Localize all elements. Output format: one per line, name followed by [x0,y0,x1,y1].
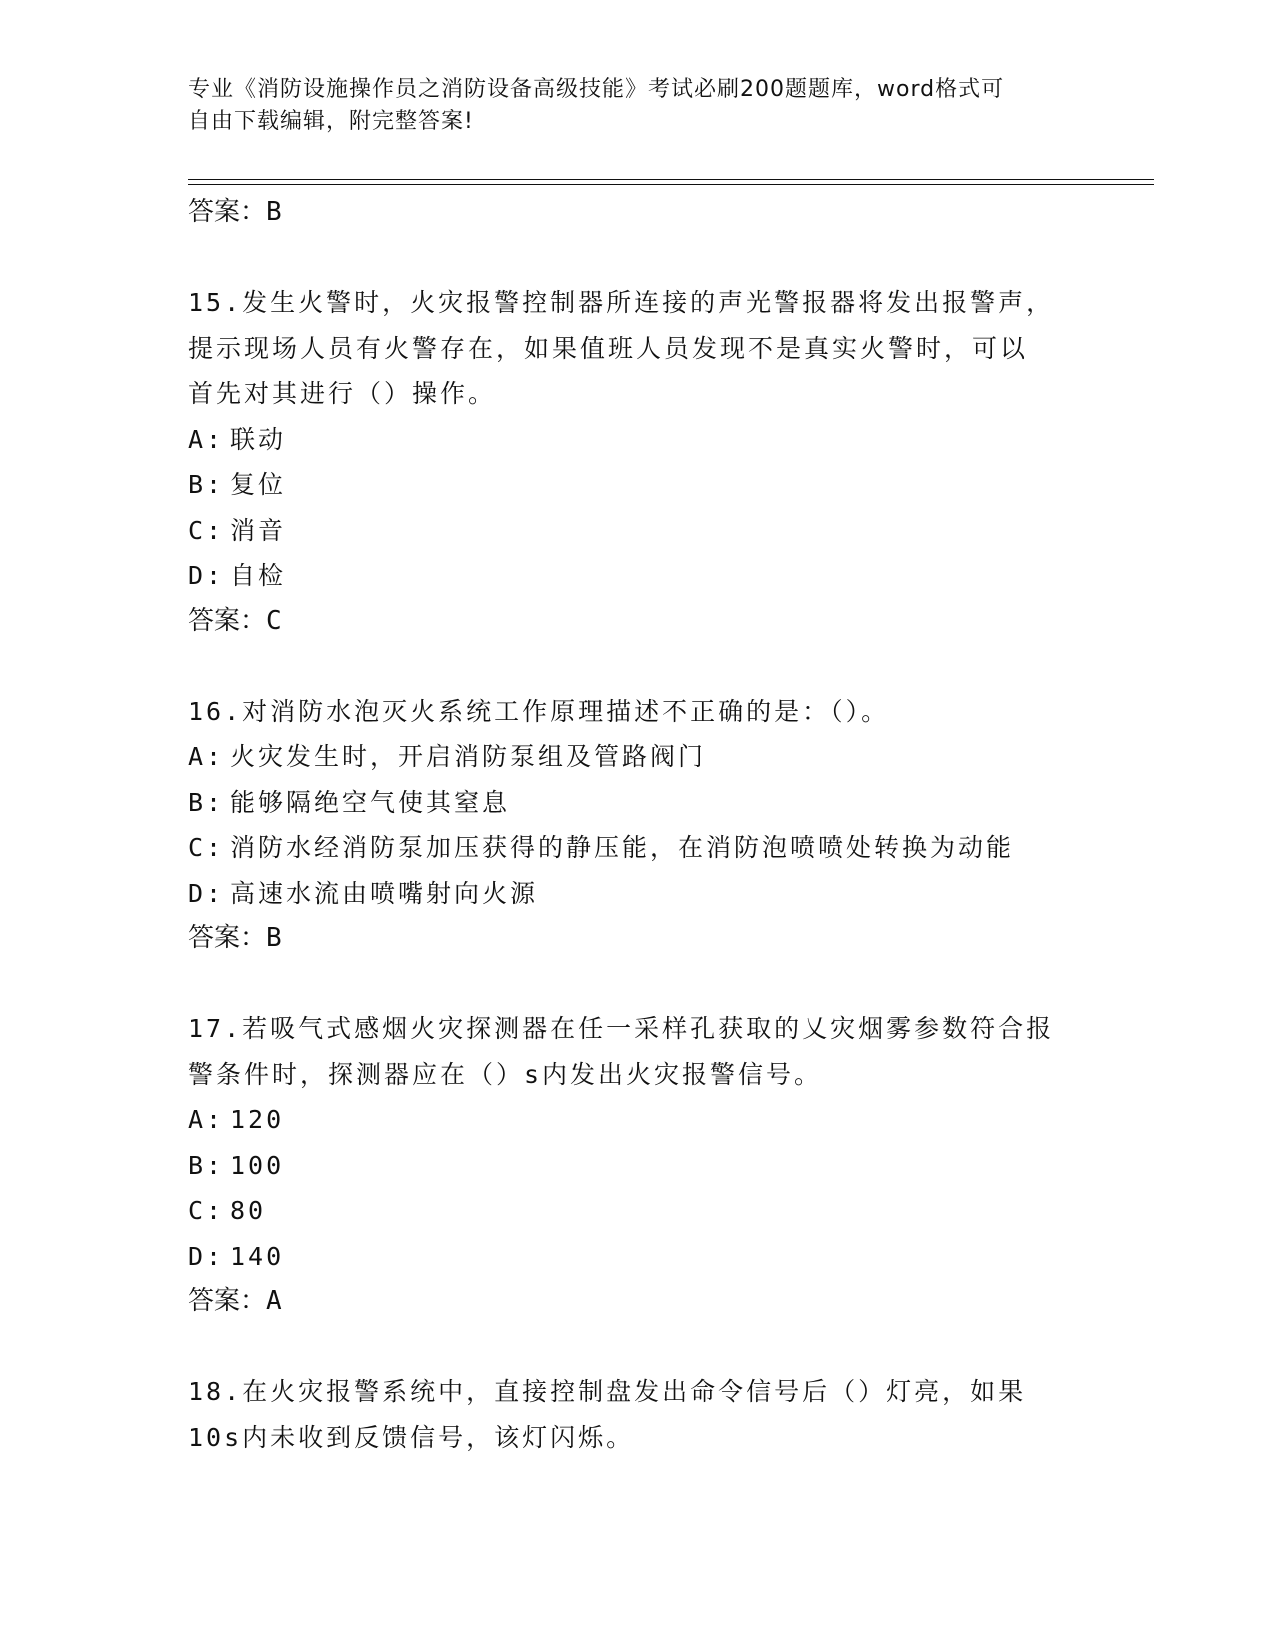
option-b [188,1143,1088,1189]
question-text-line: 首先对其进行（）操作。 [188,379,497,408]
header-line-1: 专业《消防设施操作员之消防设备高级技能》考试必刷200题题库，word格式可 [188,77,1005,102]
answer-label: 答案： [188,1286,267,1316]
question-text-line: 16.对消防水泡灭火系统工作原理描述不正确的是：（）。 [188,696,890,726]
option-key: A: [188,742,225,771]
option-key: B: [188,787,225,817]
header-line-2: 自由下载编辑，附完整答案! [188,109,474,134]
question-17 [188,1006,1088,1323]
answer-line [188,1279,1088,1323]
question-text-line: 15.发生火警时，火灾报警控制器所连接的声光警报器将发出报警声， [188,288,1055,317]
option-d [188,553,1088,599]
option-text: 自检 [230,561,287,590]
question-16 [188,689,1088,961]
document-body [188,190,1088,1460]
option-key: C: [188,515,225,545]
question-18 [188,1369,1088,1460]
option-text: 火灾发生时，开启消防泵组及管路阀门 [230,742,707,771]
header-divider-bottom [188,184,1154,185]
answer-label: 答案： [188,923,267,953]
option-c [188,508,1088,554]
option-key: D: [188,1241,225,1271]
answer-value: B [266,197,282,227]
question-text-line: 18.在火灾报警系统中，直接控制盘发出命令信号后（）灯亮，如果 [188,1377,1027,1406]
option-key: B: [188,1150,225,1180]
option-text: 消音 [230,515,287,545]
answer-line [188,190,1088,234]
answer-line [188,916,1088,960]
option-b [188,780,1088,826]
option-text: 80 [230,1196,267,1225]
option-d [188,871,1088,917]
document-header [188,74,1088,138]
option-text: 联动 [230,424,287,454]
question-text-line: 警条件时，探测器应在（）s内发出火灾报警信号。 [188,1059,823,1089]
question-text-line: 10s内未收到反馈信号，该灯闪烁。 [188,1422,635,1452]
option-c [188,825,1088,871]
answer-value: C [266,605,282,636]
option-c [188,1188,1088,1234]
header-divider-top [188,179,1154,180]
option-text: 100 [230,1150,285,1180]
option-text: 120 [230,1105,285,1134]
answer-label: 答案： [188,197,267,227]
option-text: 140 [230,1241,285,1271]
option-key: A: [188,1105,225,1134]
option-text: 高速水流由喷嘴射向火源 [230,878,539,908]
option-key: B: [188,470,225,499]
option-b [188,462,1088,508]
option-a [188,734,1088,780]
option-key: C: [188,1196,225,1225]
answer-label: 答案： [188,605,267,636]
option-key: D: [188,878,225,908]
option-key: D: [188,561,225,590]
answer-line [188,599,1088,643]
option-text: 能够隔绝空气使其窒息 [230,787,511,817]
option-text: 消防水经消防泵加压获得的静压能，在消防泡喷喷处转换为动能 [230,833,1015,862]
answer-value: B [266,923,282,953]
option-a [188,417,1088,463]
option-key: C: [188,833,225,862]
option-text: 复位 [230,470,287,499]
question-15 [188,280,1088,643]
question-text-line: 提示现场人员有火警存在，如果值班人员发现不是真实火警时，可以 [188,333,1029,363]
option-key: A: [188,424,225,454]
question-text-line: 17.若吸气式感烟火灾探测器在任一采样孔获取的乂灾烟雾参数符合报 [188,1014,1055,1043]
option-a [188,1097,1088,1143]
answer-value: A [266,1286,282,1316]
option-d [188,1234,1088,1280]
